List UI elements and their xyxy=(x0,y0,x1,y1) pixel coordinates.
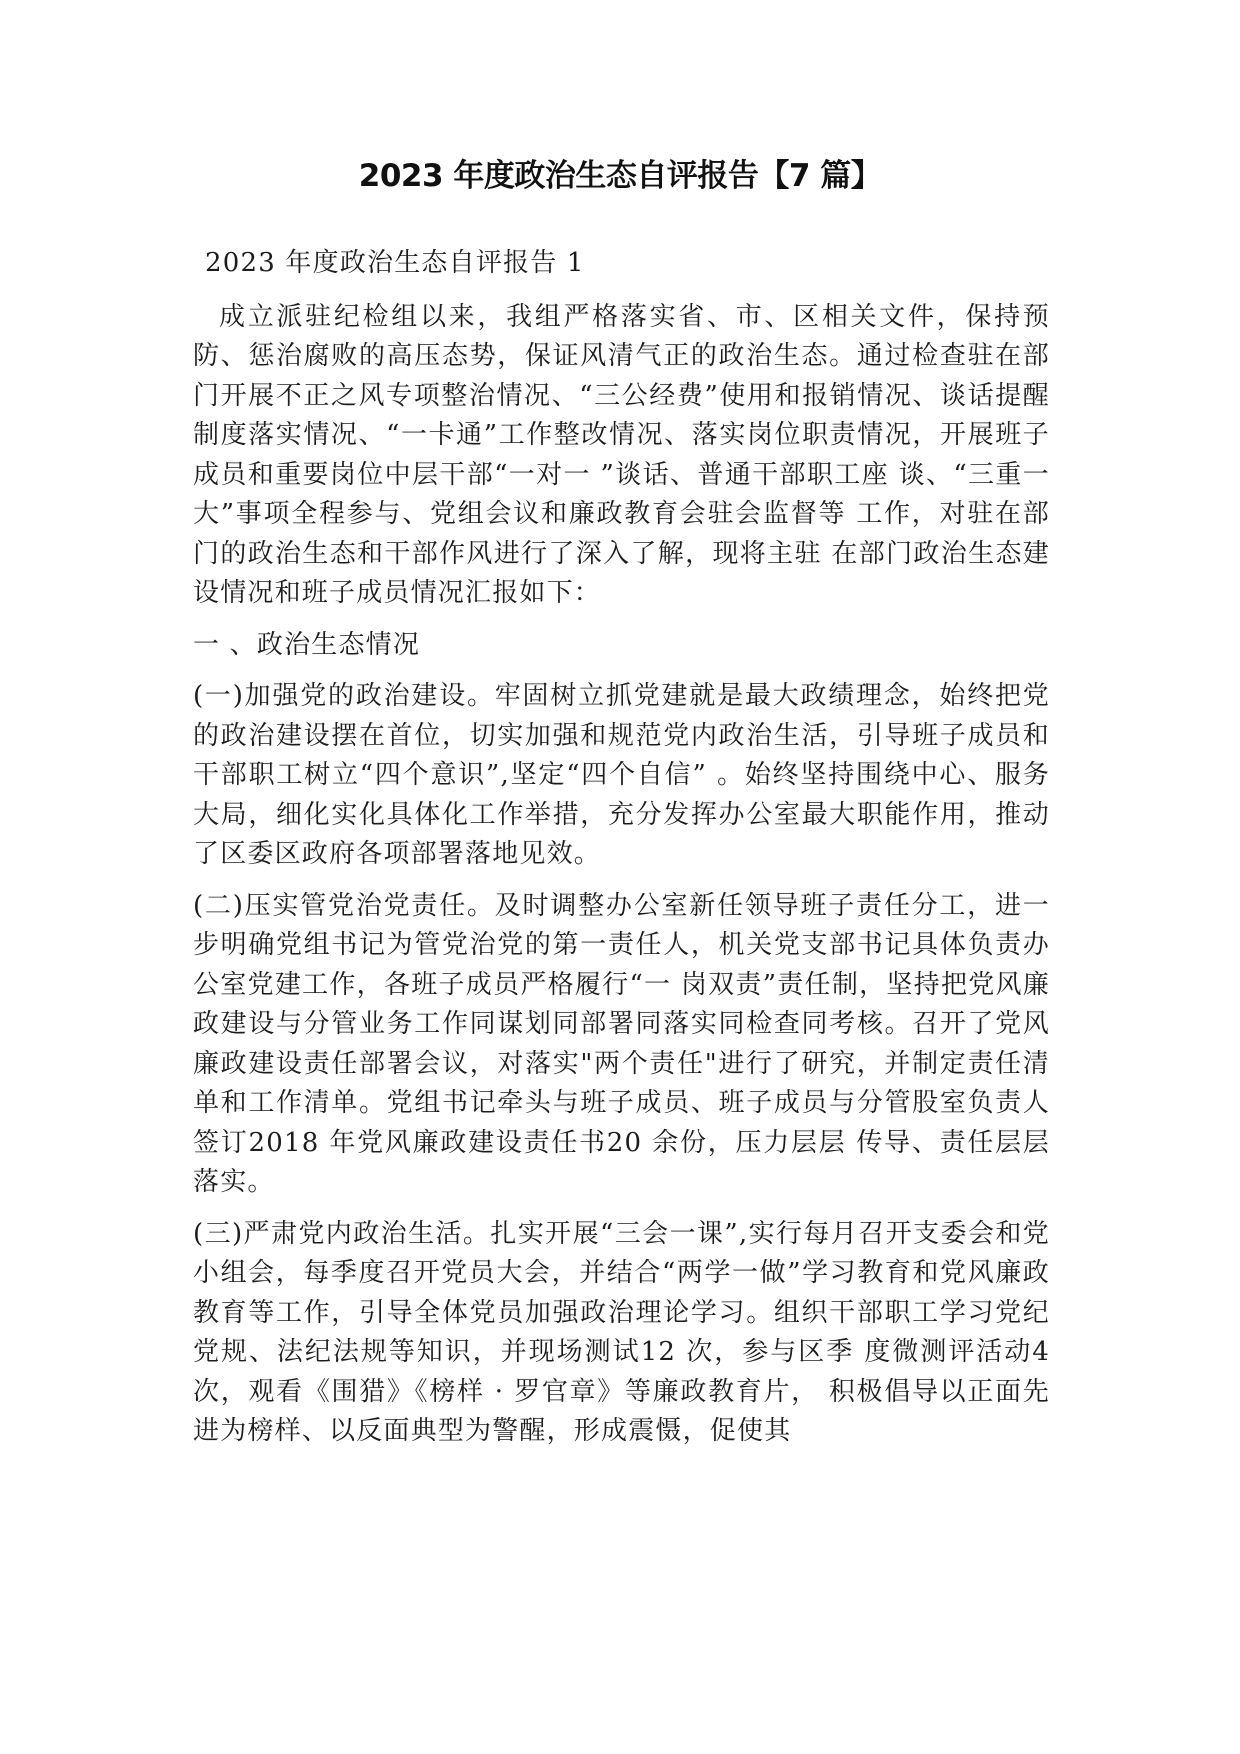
report-subtitle: 2023 年度政治生态自评报告 1 xyxy=(205,248,585,278)
section-heading: 一 、政治生态情况 xyxy=(193,629,421,660)
item-paragraph-3: (三)严肃党内政治生活。扎实开展“三会一课”,实行每月召开支委会和党小组会，每季度召开党员大会，并结合“两学一做”学习教育和党风廉政教育等工作，引导全体党员加强政治理论学习。组织干部职工学习党纪党规、法纪法规等知识，并现场测试12 次，参与区季 度微测评活动4 次，观看《围猎》《榜样 · 罗官章》等廉政教育片， 积极倡导以正面先进为榜样、以反面典型为警醒，形成震慑，促使其 xyxy=(193,1218,1050,1446)
page-title: 2023 年度政治生态自评报告【7 篇】 xyxy=(358,158,882,194)
item-paragraph-2: (二)压实管党治党责任。及时调整办公室新任领导班子责任分工，进一步明确党组书记为管党治党的第一责任人，机关党支部书记具体负责办公室党建工作，各班子成员严格履行“一 岗双责”责任制，坚持把党风廉政建设与分管业务工作同谋划同部署同落实同检查同考核。召开了党风廉政建设责任部署会议，对落实"两个责任"进行了研究，并制定责任清单和工作清单。党组书记牵头与班子成员、班子成员与分管股室负责人签订2018 年党风廉政建设责任书20 余份，压力层层 传导、责任层层落实。 xyxy=(193,890,1050,1197)
item-paragraph-1: (一)加强党的政治建设。牢固树立抓党建就是最大政绩理念，始终把党的政治建设摆在首位，切实加强和规范党内政治生活，引导班子成员和干部职工树立“四个意识”,坚定“四个自信” 。始终坚持围绕中心、服务大局，细化实化具体化工作举措，充分发挥办公室最大职能作用，推动了区委区政府各项部署落地见效。 xyxy=(193,681,1050,869)
document-body xyxy=(193,244,1050,1452)
intro-paragraph: 成立派驻纪检组以来，我组严格落实省、市、区相关文件，保持预防、惩治腐败的高压态势，保证风清气正的政治生态。通过检查驻在部门开展不正之风专项整治情况、“三公经费”使用和报销情况、谈话提醒制度落实情况、“一卡通”工作整改情况、落实岗位职责情况，开展班子成员和重要岗位中层干部“一对一 ”谈话、普通干部职工座 谈、“三重一大”事项全程参与、党组会议和廉政教育会驻会监督等 工作，对驻在部门的政治生态和干部作风进行了深入了解，现将主驻 在部门政治生态建设情况和班子成员情况汇报如下： xyxy=(193,301,1050,608)
